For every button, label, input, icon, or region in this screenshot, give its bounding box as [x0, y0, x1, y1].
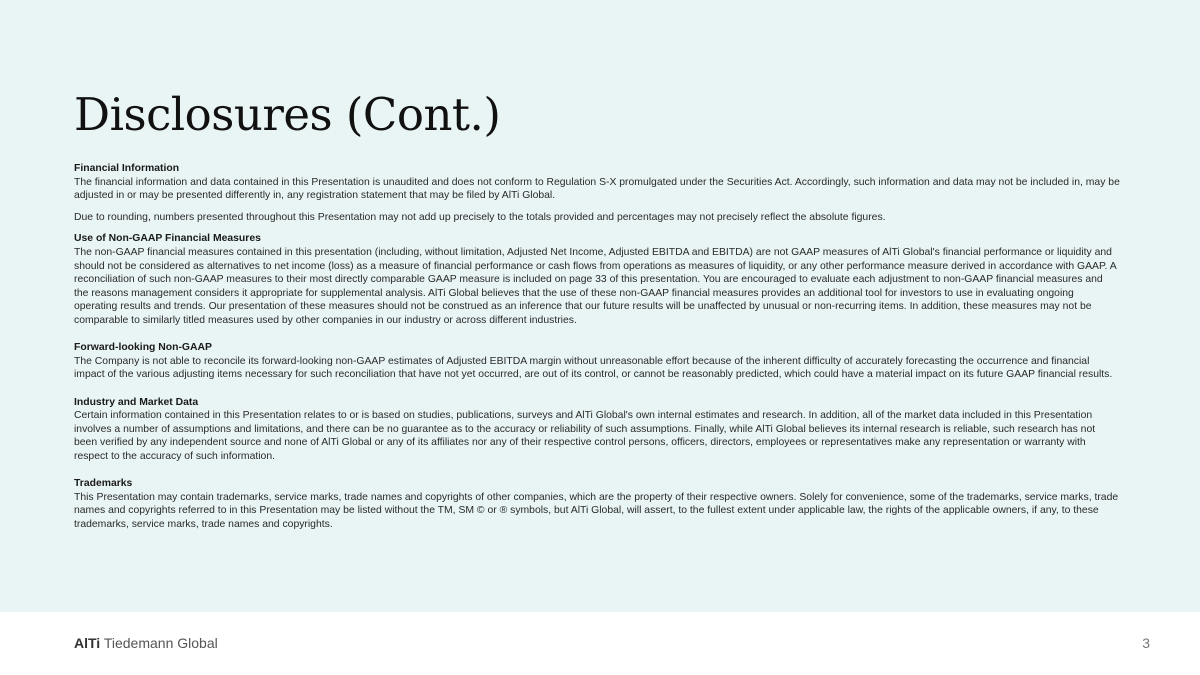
section-trademarks [74, 477, 1120, 531]
section-heading: Industry and Market Data [74, 396, 199, 408]
section-industry-market-data [74, 396, 1120, 464]
section-heading: Forward-looking Non-GAAP [74, 342, 212, 354]
page-number: 3 [1142, 635, 1150, 651]
section-rounding-note [74, 211, 1120, 225]
brand-logo [74, 635, 218, 651]
page-title: Disclosures (Cont.) [74, 88, 501, 141]
section-forward-looking [74, 341, 1120, 382]
section-paragraph: The non-GAAP financial measures contained in this presentation (including, without limitation, Adjusted Net Income, Adjusted EBITDA and EBITDA) are not GAAP measures of AlTi Global's financial performance or liquidity and should not be considered as alternatives to net income (loss) as a measure of financial performance or cash flows from operations as measures of liquidity, or any other performance measure derived in accordance with GAAP. A reconciliation of such non-GAAP measures to their most directly comparable GAAP measure is included on page 33 of this presentation. You are encouraged to evaluate each adjustment to non-GAAP financial measures and the reasons management considers it appropriate for supplemental analysis. AlTi Global believes that the use of these non-GAAP financial measures provides an additional tool for investors to use in evaluating ongoing operating results and trends. Our presentation of these measures should not be construed as an inference that our future results will be unaffected by unusual or non-recurring items. In addition, these measures may not be comparable to similarly titled measures used by other companies in our industry or across different industries. [74, 246, 1117, 326]
section-paragraph: Certain information contained in this Presentation relates to or is based on studies, publications, surveys and AlTi Global's own internal estimates and research. In addition, all of the market data included in this Presentation involves a number of assumptions and limitations, and there can be no guarantee as to the accuracy or reliability of such assumptions. Finally, while AlTi Global believes its internal research is reliable, such research has not been verified by any independent source and none of AlTi Global or any of its affiliates nor any of their respective control persons, officers, directors, employees or representatives make any representation or warranty with respect to the accuracy of such information. [74, 410, 1096, 462]
disclosure-content [74, 162, 1120, 539]
brand-name-rest: Tiedemann Global [100, 635, 218, 651]
section-paragraph: This Presentation may contain trademarks, service marks, trade names and copyrights of other companies, which are the property of their respective owners. Solely for convenience, some of the trademarks, service marks, trade names and copyrights referred to in this Presentation may be listed without the TM, SM © or ® symbols, but AlTi Global, will assert, to the fullest extent under applicable law, the rights of the applicable owners, if any, to these trademarks, service marks, trade names and copyrights. [74, 491, 1119, 530]
section-paragraph: The financial information and data contained in this Presentation is unaudited and does not conform to Regulation S-X promulgated under the Securities Act. Accordingly, such information and data may not be included in, may be adjusted in or may be presented differently in, any registration statement that may be filed by AlTi Global. [74, 176, 1120, 202]
section-heading: Financial Information [74, 163, 180, 174]
section-heading: Use of Non-GAAP Financial Measures [74, 233, 261, 245]
section-financial-information [74, 162, 1120, 203]
section-paragraph: Due to rounding, numbers presented throughout this Presentation may not add up precisely to the totals provided and percentages may not precisely reflect the absolute figures. [74, 211, 886, 223]
section-non-gaap-measures [74, 232, 1120, 327]
section-heading: Trademarks [74, 478, 133, 490]
brand-name-strong: AlTi [74, 635, 101, 651]
section-paragraph: The Company is not able to reconcile its forward-looking non-GAAP estimates of Adjusted EBITDA margin without unreasonable effort because of the inherent difficulty of accurately forecasting the occurrence and financial impact of the various adjusting items necessary for such reconciliation that have not yet occurred, are out of its control, or cannot be reasonably predicted, which could have a material impact on its future GAAP financial results. [74, 355, 1113, 381]
